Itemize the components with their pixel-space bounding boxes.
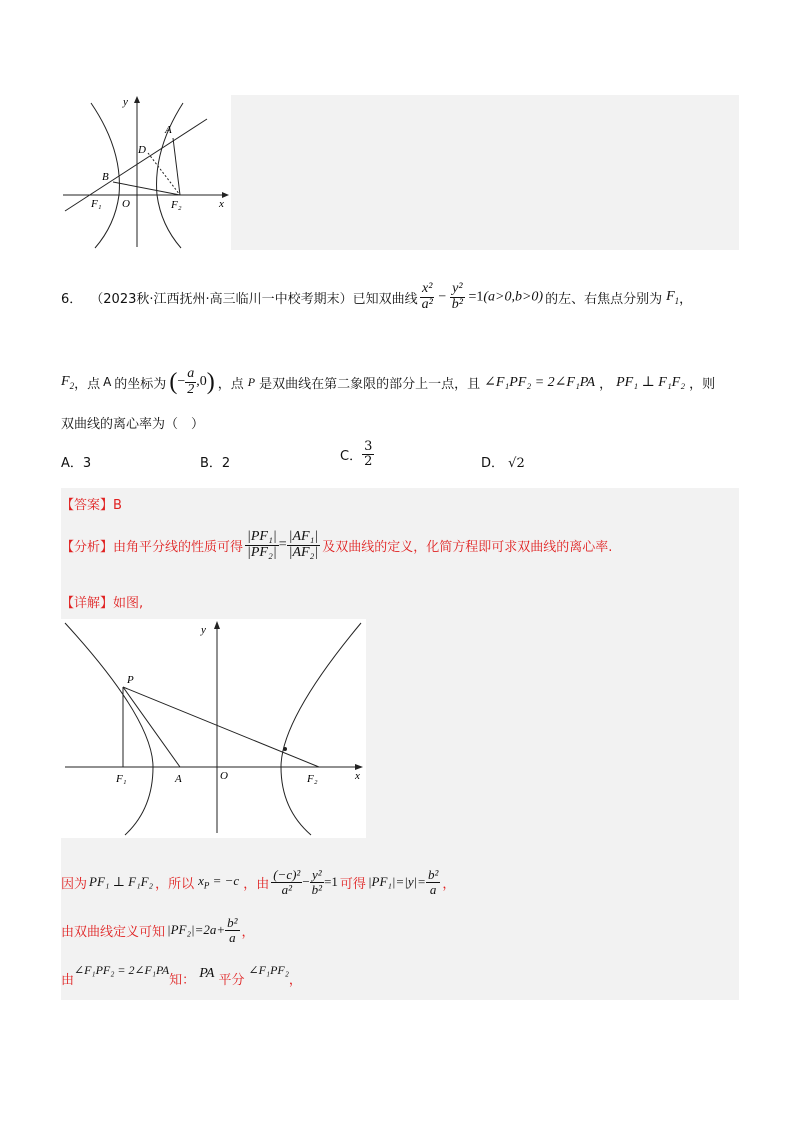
question-stem-f: 是双曲线在第二象限的部分上一点，且 — [259, 376, 481, 392]
fig1-y-label: y — [123, 96, 128, 108]
question-stem-g: ，则 — [689, 376, 716, 392]
figure-hyperbola-2 — [61, 619, 366, 838]
point-A: A — [103, 375, 112, 389]
option-d: D． √2 — [481, 456, 525, 471]
fig2-P-label: P — [127, 674, 134, 686]
answer-value: B — [113, 498, 122, 513]
option-c: C． $\frac{3}{2}$ — [340, 439, 373, 469]
detail-tag: 【详解】 — [61, 596, 114, 611]
detail-line1-d: 可得 — [339, 876, 366, 892]
question-line-2: $F_2$ ，点 A 的坐标为 ( − $\frac{a}{2}$ ,0 ) ，点 P 是双曲线在第二象限的部分上一点，且 ∠F₁PF₂ = 2∠F₁PA ， PF₁ ⊥ F₁F₂ ，则 — [61, 365, 716, 397]
fig1-x-label: x — [219, 198, 224, 210]
detail-line-3: 由 ∠F₁PF₂ = 2∠F₁PA 知： PA 平分 ∠F₁PF₂ ， — [61, 962, 302, 988]
hyperbola-equation: $\frac{\text{x²}}{\text{a²}}$ − $\frac{\text{y²}}{\text{b²}}$ =1(a>0,b>0) — [421, 280, 544, 312]
question-line-1: 6． （2023秋·江西抚州·高三临川一中校考期末） 已知双曲线 $\frac{\text{x²}}{\text{a²}}$ − $\frac{\text{y²}}{\text{b²}}$ =1(a>0,b>0) 的左、右焦点分别为 $F_1$ ， — [61, 280, 693, 312]
detail-line3-d: ， — [288, 972, 302, 988]
detail-intro: 如图, — [113, 596, 144, 611]
angle-condition: ∠F₁PF₂ = 2∠F₁PA — [484, 374, 596, 390]
fig2-F2-label: F₂ — [307, 773, 318, 785]
question-stem-e: ，点 — [217, 376, 244, 392]
option-a: A．3 — [61, 456, 92, 471]
analysis-text-a: 由角平分线的性质可得 — [113, 539, 244, 555]
question-stem-d: 的坐标为 — [114, 376, 167, 392]
detail-line3-a: 由 — [61, 972, 75, 988]
detail-line1-c: ，由 — [243, 876, 270, 892]
fig1-O-label: O — [122, 198, 130, 210]
detail-line1-a: 因为 — [61, 876, 88, 892]
fig1-B-label: B — [102, 171, 109, 183]
point-P: P — [247, 374, 256, 389]
detail-line1-b: ，所以 — [155, 876, 195, 892]
analysis-text-b: 及双曲线的定义，化简方程即可求双曲线的离心率. — [322, 539, 613, 555]
detail-heading — [61, 592, 143, 611]
fig2-F1-label: F₁ — [116, 773, 127, 785]
fig1-F2-label: F₂ — [171, 199, 182, 211]
detail-line3-c: 平分 — [218, 972, 245, 988]
fig2-y-label: y — [201, 624, 206, 636]
option-b: B．2 — [200, 456, 231, 471]
detail-line-1: 因为 PF₁ ⊥ F₁F₂ ，所以 $x_P = -c$ ，由 $\frac{\text{(−c)²}}{\text{a²}}$ − $\frac{\text{y²}}{\text{b²}}$ =1 可得 |PF₁|=|y|= $\frac{\text{b²}}{a}$ ， — [61, 866, 456, 897]
question-number: 6． — [61, 291, 83, 307]
question-line-3 — [61, 413, 204, 432]
fig2-A-label: A — [175, 773, 182, 785]
detail-line-2: 由双曲线定义可知 |PF₂|=2a+ $\frac{\text{b²}}{a}$ ， — [61, 914, 255, 945]
detail-line1-e: ， — [442, 876, 456, 892]
question-stem-h: 双曲线的离心率为（ ） — [61, 417, 205, 432]
analysis-tag: 【分析】 — [61, 539, 114, 555]
fig2-x-label: x — [355, 770, 360, 782]
fig2-O-label: O — [220, 770, 228, 782]
answer-tag: 【答案】 — [61, 498, 114, 513]
detail-line2-b: ， — [241, 924, 255, 940]
fig1-A-label: A — [165, 124, 172, 136]
fig1-D-label: D — [138, 144, 146, 156]
detail-line3-b: 知： — [169, 972, 196, 988]
figure-hyperbola-1 — [61, 95, 231, 250]
answer-line — [61, 494, 122, 513]
question-stem-c: ，点 — [74, 376, 101, 392]
perp-condition: PF₁ ⊥ F₁F₂ — [616, 374, 686, 390]
bisector-ratio: $\frac{\text{|PF₁|}}{\text{|PF₂|}}$ = $\frac{\text{|AF₁|}}{\text{|AF₂|}}$ — [247, 528, 319, 560]
question-source: （2023秋·江西抚州·高三临川一中校考期末） — [90, 291, 353, 307]
question-stem-b: 的左、右焦点分别为 — [545, 291, 663, 307]
detail-line2-a: 由双曲线定义可知 — [61, 924, 166, 940]
question-stem-a: 已知双曲线 — [352, 291, 418, 307]
analysis-line — [61, 523, 612, 567]
fig1-F1-label: F₁ — [91, 198, 102, 210]
